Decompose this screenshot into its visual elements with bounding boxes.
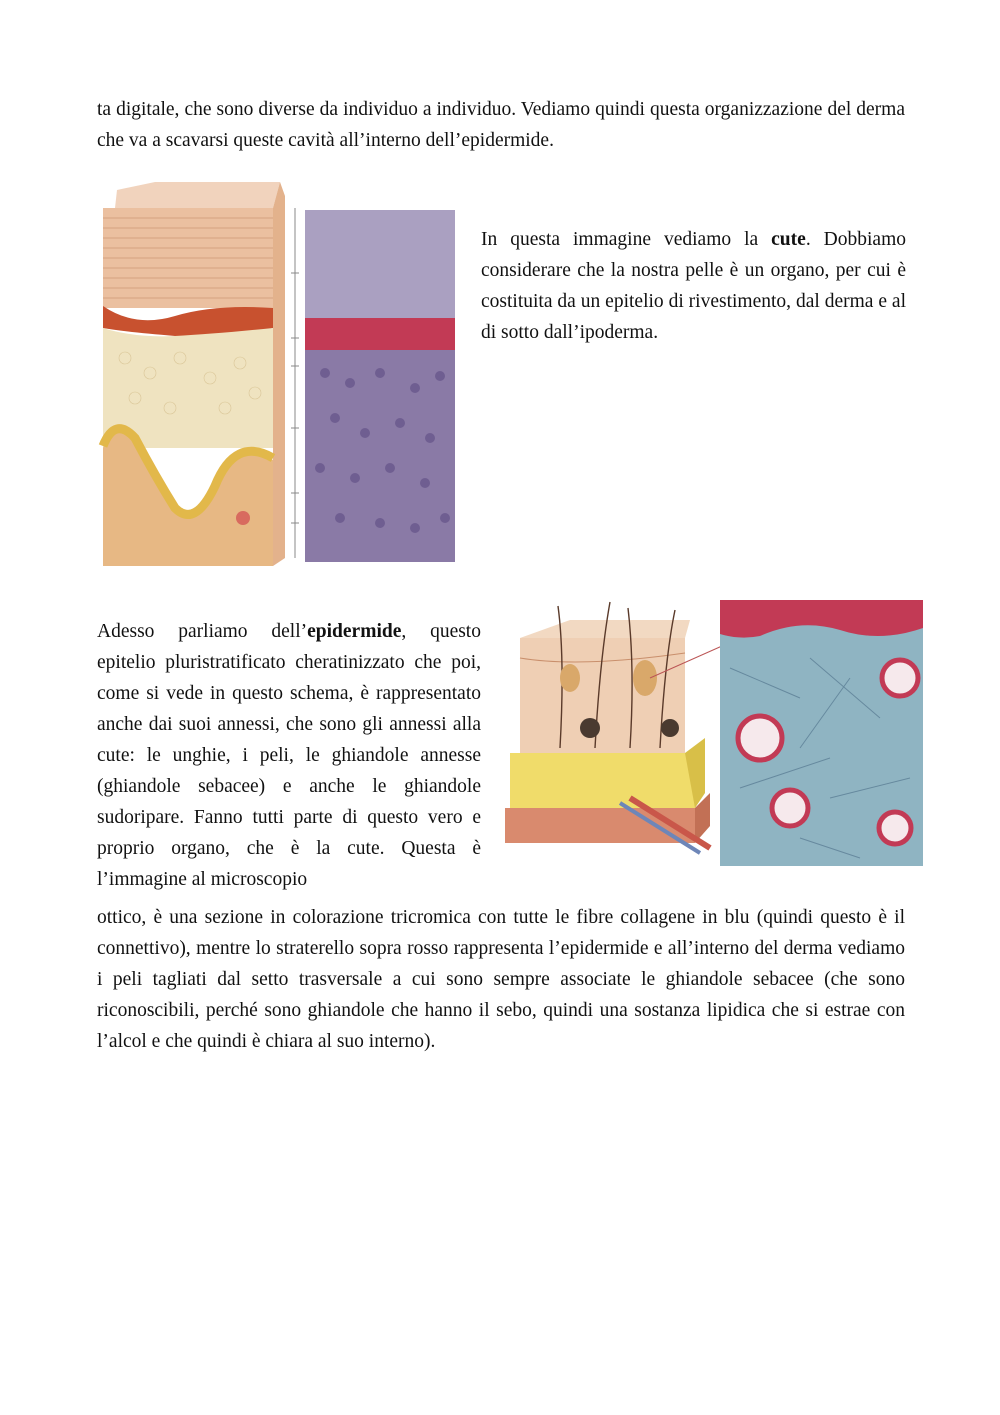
skin-appendages-diagram — [505, 602, 740, 853]
skin-appendages-figure — [500, 598, 925, 868]
term-cute: cute — [771, 229, 806, 250]
skin-layers-figure — [95, 178, 460, 568]
scale-ruler — [291, 208, 299, 558]
paragraph-microscopio: ottico, è una sezione in colorazione tricromica con tutte le fibre collagene in blu (quindi questo è il connettivo), mentre lo straterello sopra rosso rappresenta l’epidermide e all’interno del derma vediamo i peli tagliati dal setto trasversale a cui sono sempre associate le ghiandole sebacee (che sono riconoscibili, perché sono ghiandole che hanno il sebo, quindi una sostanza lipidica che si estrae con l’alcol e che quindi è chiara al suo interno). — [97, 907, 905, 1052]
paragraph-cute: In questa immagine vediamo la cute. Dobbiamo considerare che la nostra pelle è un organo, per cui è costituita da un epitelio di rivestimento, dal derma e al di sotto dall’ipoderma. — [481, 229, 906, 343]
skin-block-diagram — [103, 182, 285, 566]
trichrome-histology-image — [720, 600, 923, 866]
skin-histology-image — [305, 210, 455, 562]
term-epidermide: epidermide — [307, 621, 402, 642]
paragraph-epidermide: Adesso parliamo dell’epidermide, questo epitelio pluristratificato cheratinizzato che poi, come si vede in questo schema, è rappresentato anche dai suoi annessi, che sono gli annessi alla cute: le unghie, i peli, le ghiandole annesse (ghiandole sebacee) e anche le ghiandole sudoripare. Fanno tutti parte di questo vero e proprio organo, che è la cute. Questa è l’immagine al microscopio — [97, 621, 481, 890]
paragraph-intro: ta digitale, che sono diverse da individuo a individuo. Vediamo quindi questa organizzazione del derma che va a scavarsi queste cavità all’interno dell’epidermide. — [97, 99, 905, 151]
